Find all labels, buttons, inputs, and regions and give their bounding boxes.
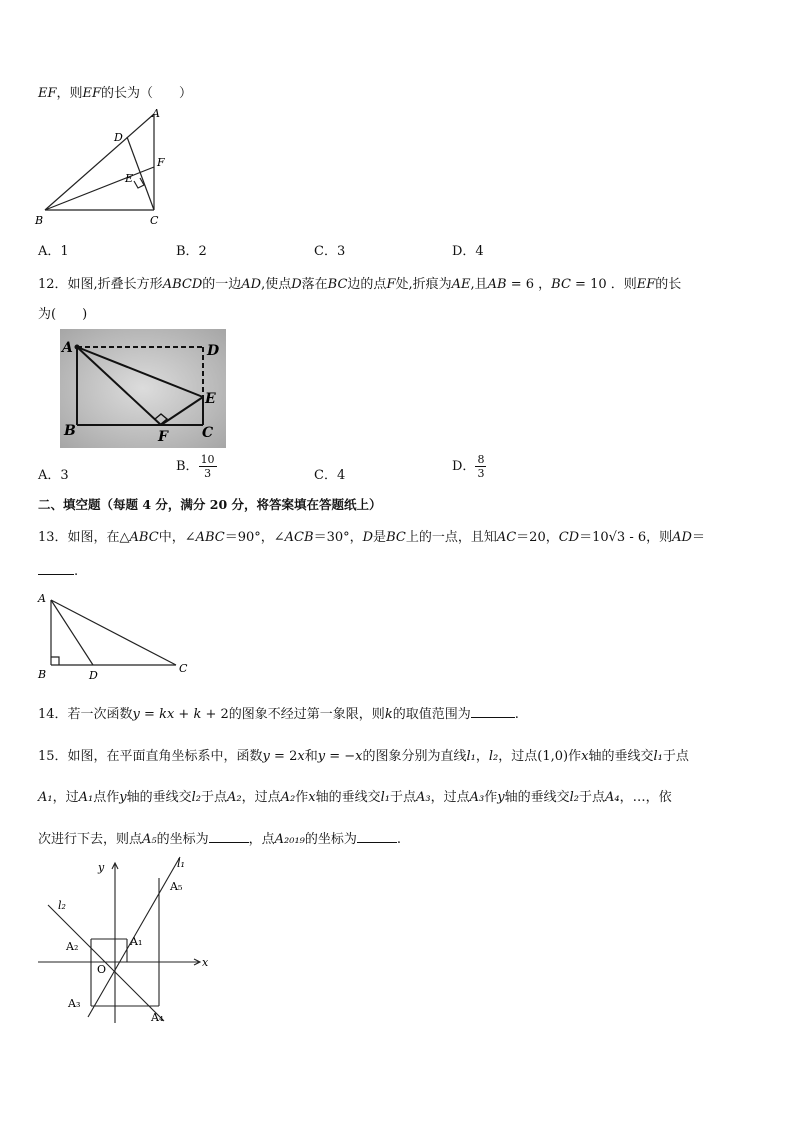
q15-text-c: 的坐标为 [156,832,209,847]
q11-option-d: D．4 [452,244,484,259]
q12-label-e: E [205,391,216,407]
q15-line2-seg-8: A₂ [227,790,242,805]
q12-figure [60,329,226,448]
q15-line1-seg-12: ，过点 [498,749,538,764]
q15-line1-seg-9: l₁ [466,749,476,764]
q12-label-f: F [158,429,168,445]
q15-label-a2: A₂ [66,940,79,953]
q15-line2-seg-15: 于点 [390,790,417,805]
q15-line1-seg-7: x [355,749,363,764]
q12-option-c: C．4 [314,468,346,483]
q12-line1-seg-1: ABCD [162,277,203,292]
q12-line1-seg-18: 的长 [655,277,682,292]
q13-label-c: C [179,662,188,675]
q15-line1-seg-4: 和 [304,749,318,764]
q11-option-b: B．2 [176,244,207,259]
q12-line1-seg-7: BC [327,277,348,292]
q12-option-d-den: 3 [477,467,485,480]
q12-line1-seg-12: ,且 [470,277,488,292]
q15-label-a1: A₁ [130,935,143,948]
q15-line1-seg-15: x [581,749,589,764]
q11-text-2: 的长为（ ） [101,86,193,101]
q13-line1-seg-17: AD [672,530,692,545]
q15-line2-seg-1: ，过 [52,790,79,805]
q12-line1-seg-10: 处,折痕为 [395,277,452,292]
q14-seg-0: 14．若一次函数 [38,707,133,722]
q11-label-e: E [125,172,134,185]
q15-line1-seg-16: 轴的垂线交 [588,749,654,764]
q15-line1-seg-14: 作 [568,749,582,764]
q12-option-d-prefix: D． [452,459,476,474]
q15-end-mark: . [396,832,402,847]
q15-label-a3: A₃ [68,997,81,1010]
q11-option-a: A．1 [38,244,69,259]
q14-seg-1: y [132,707,140,722]
q11-label-d: D [114,131,123,144]
q15-line2-seg-5: 轴的垂线交 [126,790,192,805]
q15-line2-seg-17: ，过点 [430,790,470,805]
q13-line1-seg-11: AC [496,530,517,545]
q13-label-a: A [38,592,46,605]
q15-label-o: O [97,963,107,976]
q15-line1-seg-5: y [317,749,326,764]
q15-line1-seg-10: ， [475,749,489,764]
q12-label-a: A [62,340,73,356]
q15-line2-seg-18: A₃ [469,790,485,805]
q14-seg-6: + 2 [201,707,229,722]
q14-seg-9: 的取值范围为 [392,707,471,722]
q12-line1-seg-14: = 6 ， [506,277,552,292]
q15-line2-seg-20: y [497,790,505,805]
q12-line1-seg-5: D [291,277,302,292]
q15-line2-seg-3: 点作 [93,790,120,805]
q15-line2-seg-6: l₂ [191,790,201,805]
q14-seg-3: kx [159,707,175,722]
q13-label-d: D [89,669,98,682]
q13-stem-line-2 [38,562,78,579]
q12-line1-seg-0: 12．如图,折叠长方形 [38,277,163,292]
q15-point-a2019: A₂₀₁₉ [274,832,305,847]
q15-line2-seg-10: A₂ [280,790,296,805]
q15-stem-line-1 [38,745,689,764]
q11-label-c: C [150,214,159,227]
q15-line1-seg-8: 的图象分别为直线 [362,749,467,764]
q13-figure [30,588,200,682]
q11-stem-tail [38,82,192,101]
q14-answer-blank[interactable] [471,705,515,718]
q12-option-b-prefix: B． [176,459,199,474]
q15-line1-seg-1: y [262,749,270,764]
q13-end-mark: . [74,564,79,579]
q12-option-b-fraction [199,453,217,480]
q12-line1-seg-4: ,使点 [261,277,292,292]
q13-stem-line-1 [38,526,705,545]
q13-line1-seg-12: ＝20， [516,530,559,545]
q11-option-c: C．3 [314,244,346,259]
q11-label-b: B [35,214,44,227]
q12-line1-seg-9: F [386,277,396,292]
q12-option-d-num: 8 [477,453,485,466]
q15-label-y: y [98,861,105,874]
q14-end-mark: . [514,707,519,722]
q12-option-a: A．3 [38,468,69,483]
q15-line2-seg-14: l₁ [380,790,390,805]
q12-line1-seg-13: AB [487,277,507,292]
q13-answer-blank[interactable] [38,562,74,575]
q13-line1-seg-3: ABC [195,530,225,545]
q15-line2-seg-16: A₃ [416,790,431,805]
q13-line1-seg-6: ＝30°， [313,530,363,545]
q15-label-l2: l₂ [58,899,66,912]
q15-line1-seg-6: = − [325,749,356,764]
q15-line2-seg-7: 于点 [201,790,228,805]
q15-line2-seg-19: 作 [484,790,498,805]
q15-line2-seg-2: A₁ [78,790,94,805]
q13-line1-seg-4: ＝90°，∠ [224,530,285,545]
q14-seg-2: = [139,707,160,722]
q15-stem-line-2 [38,786,672,805]
q15-answer-blank-2[interactable] [357,830,397,843]
q12-option-d-fraction [475,453,486,480]
q12-option-b-num: 10 [200,453,215,466]
q12-line1-seg-15: BC [551,277,571,292]
q13-line1-seg-5: ACB [284,530,314,545]
q12-option-d [452,453,486,480]
q15-line2-seg-4: y [119,790,127,805]
q13-line1-seg-15: √3 [608,530,626,545]
q12-option-b-den: 3 [204,467,212,480]
q12-label-d: D [207,343,220,359]
q15-label-a4: A₄ [151,1011,164,1024]
q15-figure [30,855,220,1030]
q13-line1-seg-9: BC [386,530,406,545]
q15-line1-seg-13: (1,0) [537,749,569,764]
q13-line1-seg-8: 是 [373,530,387,545]
q13-line1-seg-16: - 6，则 [625,530,673,545]
q15-line2-seg-0: A₁ [38,790,53,805]
q15-line1-seg-0: 15．如图，在平面直角坐标系中，函数 [38,749,263,764]
q11-ef-2: EF [82,86,102,101]
q14-stem [38,703,519,722]
q12-option-b [176,453,217,480]
q15-line2-seg-23: 于点 [579,790,606,805]
q15-line1-seg-18: 于点 [662,749,689,764]
q14-seg-5: k [193,707,202,722]
q12-line1-seg-16: = 10 ．则 [570,277,637,292]
q15-stem-line-3 [38,828,401,847]
q15-point-a5: A₅ [142,832,157,847]
q15-line2-seg-22: l₂ [569,790,580,805]
q13-line1-seg-2: 中，∠ [158,530,196,545]
q15-label-l1: l₁ [177,857,185,870]
q15-line2-seg-24: A₄ [605,790,620,805]
q15-line1-seg-3: x [297,749,305,764]
q12-line1-seg-11: AE [451,277,471,292]
q11-label-a: A [152,107,160,120]
q14-seg-8: k [384,707,393,722]
q11-ef-1: EF [38,86,57,101]
q15-line2-seg-13: 轴的垂线交 [315,790,381,805]
q15-line2-seg-21: 轴的垂线交 [504,790,570,805]
q11-label-f: F [157,156,165,169]
q13-label-b: B [38,668,47,681]
q13-line1-seg-1: ABC [129,530,159,545]
q15-line2-seg-12: x [308,790,316,805]
q12-line1-seg-2: 的一边 [202,277,242,292]
q12-line1-seg-17: EF [636,277,656,292]
q13-line1-seg-13: CD [558,530,580,545]
q12-stem-line-1 [38,273,681,292]
q15-line1-seg-11: l₂ [488,749,499,764]
q15-text-d: ，点 [248,832,275,847]
q12-line1-seg-6: 落在 [301,277,328,292]
q13-line1-seg-0: 13．如图，在△ [38,530,130,545]
q15-text-a: 次进行下去，则点 [38,832,143,847]
q14-seg-4: + [174,707,194,722]
q11-text-1: ，则 [56,86,83,101]
q13-line1-seg-10: 上的一点，且知 [405,530,497,545]
q15-line1-seg-2: = 2 [269,749,298,764]
q11-figure [30,104,180,228]
q15-label-x: x [202,956,209,969]
q12-label-b: B [64,423,76,439]
section-fill-in-heading: 二、填空题（每题 4 分，满分 20 分，将答案填在答题纸上） [38,497,382,512]
q15-line2-seg-11: 作 [295,790,309,805]
q15-line2-seg-9: ，过点 [241,790,281,805]
q14-seg-7: 的图象不经过第一象限，则 [228,707,385,722]
q12-line1-seg-8: 边的点 [347,277,387,292]
q15-text-f: 的坐标为 [304,832,357,847]
q12-line1-seg-3: AD [241,277,262,292]
q15-label-a5: A₅ [170,880,183,893]
q13-line1-seg-7: D [362,530,374,545]
q13-line1-seg-14: ＝10 [579,530,609,545]
q15-line1-seg-17: l₁ [653,749,663,764]
q15-answer-blank-1[interactable] [209,830,249,843]
q15-line2-seg-25: ，…，依 [619,790,672,805]
q12-stem-line-2: 为( ) [38,307,88,322]
q13-line1-seg-18: ＝ [691,530,705,545]
q12-label-c: C [202,425,214,441]
